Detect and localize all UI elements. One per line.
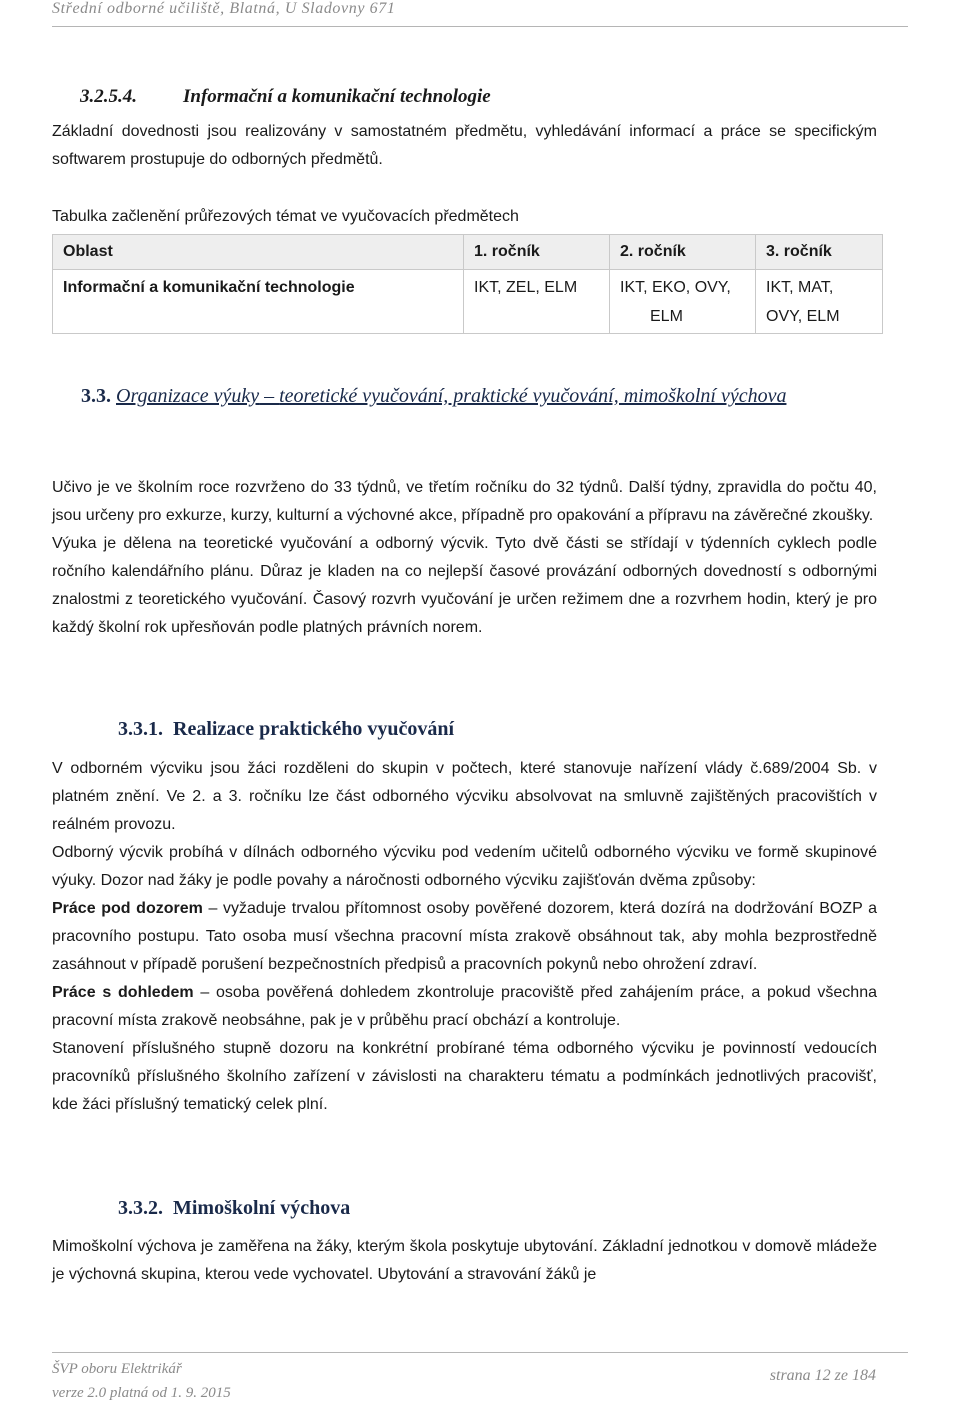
section-3254-paragraph: Základní dovednosti jsou realizovány v samostatném předmětu, vyhledávání informací a práce se specifickým softwarem prostupuje do odborných předmětů.	[52, 123, 877, 168]
table-cell: IKT, EKO, OVY, ELM	[610, 270, 756, 334]
page-header: Střední odborné učiliště, Blatná, U Sladovny 671	[52, 0, 396, 17]
table-cell: IKT, MAT, OVY, ELM	[756, 270, 883, 334]
header-rule	[52, 26, 908, 27]
section-title: Mimoškolní výchova	[173, 1197, 351, 1219]
section-number: 3.3.	[81, 385, 111, 407]
paragraph: Výuka je dělena na teoretické vyučování a odborný výcvik. Tyto dvě části se střídají v týdenních cyklech podle ročního kalendářního plánu. Důraz je kladen na co nejlepší časové provázání odborných dovedností s odbornými znalostmi z teoretického vyučování. Časový rozvrh vyučování je určen režimem dne a rozvrhem hodin, který je pro každý školní rok upřesňován podle platných právních norem.	[52, 535, 877, 636]
section-heading-331	[118, 718, 454, 741]
section-heading-33: 3.3. Organizace výuky – teoretické vyučování, praktické vyučování, mimoškolní výchova	[81, 385, 787, 407]
section-number: 3.3.2.	[118, 1197, 163, 1219]
table-cell: IKT, ZEL, ELM	[464, 270, 610, 334]
paragraph: Odborný výcvik probíhá v dílnách odborného výcviku pod vedením učitelů odborného výcviku ve formě skupinové výuky. Dozor nad žáky je podle povahy a náročnosti odborného výcviku zajišťován dvěma způsoby:	[52, 844, 877, 889]
section-heading-332	[118, 1197, 350, 1220]
section-title: Realizace praktického vyučování	[173, 718, 455, 740]
section-number: 3.2.5.4.	[80, 86, 137, 107]
crosscutting-themes-table	[52, 234, 883, 334]
section-title: Informační a komunikační technologie	[183, 86, 491, 107]
section-331-body	[52, 755, 877, 1119]
paragraph: V odborném výcviku jsou žáci rozděleni do skupin v počtech, které stanovuje nařízení vlády č.689/2004 Sb. v platném znění. Ve 2. a 3. ročníku lze část odborného výcviku absolvovat na smluvně zajištěných pracovištích v reálném provozu.	[52, 760, 877, 833]
header-cell: Oblast	[53, 235, 464, 270]
paragraph: Učivo je ve školním roce rozvrženo do 33 týdnů, ve třetím ročníku do 32 týdnů. Další týdny, zpravidla do počtu 40, jsou určeny pro exkurze, kurzy, kulturní a výchovné akce, případně pro opakování a přípravu na závěrečné zkoušky.	[52, 479, 877, 524]
header-cell: 3. ročník	[756, 235, 883, 270]
paragraph: Stanovení příslušného stupně dozoru na konkrétní probírané téma odborného výcviku je povinností vedoucích pracovníků příslušného školního zařízení v závislosti na charakteru tématu a podmínkách jednotlivých pracovišť, kde žáci příslušný tematický celek plní.	[52, 1040, 877, 1113]
table-cell: Informační a komunikační technologie	[53, 270, 464, 334]
section-332-body	[52, 1233, 877, 1289]
section-number: 3.3.1.	[118, 718, 163, 740]
paragraph: Práce pod dozorem – vyžaduje trvalou přítomnost osoby pověřené dozorem, která dozírá na dodržování BOZP a pracovního postupu. Tato osoba musí všechna pracovní místa zrakově obsáhnout tak, aby mohla bezprostředně zasáhnout v případě porušení bezpečnostních předpisů a pracovních pokynů nebo ohrožení zdraví.	[52, 900, 877, 973]
section-title-part: Organizace výuky	[116, 385, 260, 407]
header-cell: 1. ročník	[464, 235, 610, 270]
table-caption: Tabulka začlenění průřezových témat ve vyučovacích předmětech	[52, 208, 519, 225]
section-title-part: teoretické vyučování, praktické vyučování, mimoškolní výchova	[279, 385, 787, 407]
table-header-row	[53, 235, 883, 270]
page-number: strana 12 ze 184	[769, 1367, 876, 1384]
section-33-body	[52, 474, 877, 642]
header-cell: 2. ročník	[610, 235, 756, 270]
paragraph: Mimoškolní výchova je zaměřena na žáky, kterým škola poskytuje ubytování. Základní jednotkou v domově mládeže je výchovná skupina, kterou vede vychovatel. Ubytování a stravování žáků je	[52, 1238, 877, 1283]
section-heading-3254	[80, 86, 491, 108]
page-footer	[52, 1357, 231, 1405]
footer-version: verze 2.0 platná od 1. 9. 2015	[52, 1385, 231, 1401]
footer-program: ŠVP oboru Elektrikář	[52, 1361, 182, 1377]
table-row	[53, 270, 883, 334]
footer-rule	[52, 1352, 908, 1353]
paragraph: Práce s dohledem – osoba pověřená dohledem zkontroluje pracoviště před zahájením práce, a pokud všechna pracovní místa zrakově neobsáhne, pak je v průběhu prací obchází a kontroluje.	[52, 984, 877, 1029]
